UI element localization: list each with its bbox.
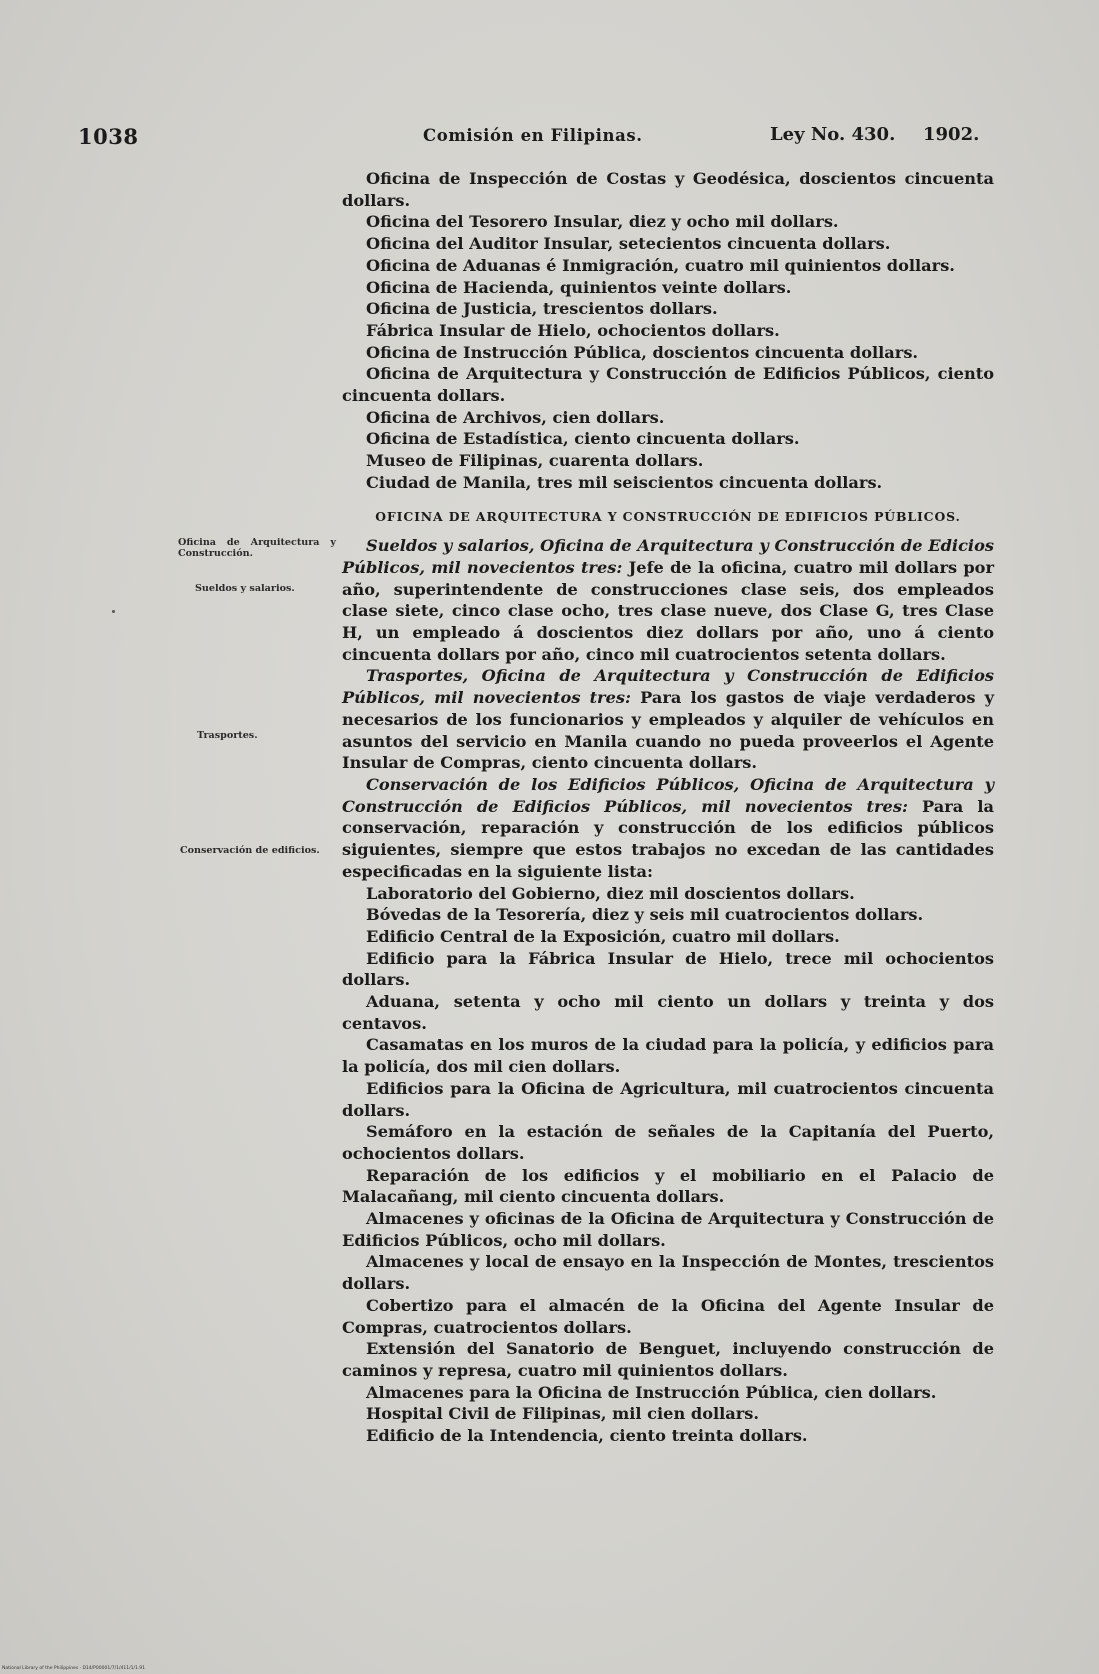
- scan-footer: National Library of the Philippines · D14/P00001/7/1/411/1/1.91: [2, 1666, 145, 1671]
- building-item: Aduana, setenta y ocho mil ciento un dollars y treinta y dos centavos.: [342, 992, 994, 1033]
- list-item: Ciudad de Manila, tres mil seiscientos cincuenta dollars.: [366, 472, 883, 492]
- building-item: Almacenes y local de ensayo en la Inspección de Montes, trescientos dollars.: [342, 1252, 994, 1294]
- building-item: Almacenes para la Oficina de Instrucción Pública, cien dollars.: [366, 1382, 937, 1402]
- conservacion-lead: Conservación de los Edificios Públicos, Oficina de Arquitectura y Construcción de Edificios Públicos, mil novecientos tres:: [342, 774, 994, 816]
- building-item: Reparación de los edificios y el mobiliario en el Palacio de Malacañang, mil ciento cincuenta dollars.: [342, 1165, 994, 1207]
- list-item: Oficina de Archivos, cien dollars.: [366, 407, 665, 427]
- conservacion-paragraph: [342, 774, 994, 883]
- list-item: Oficina del Tesorero Insular, diez y ocho mil dollars.: [366, 212, 839, 232]
- trasportes-text: Para los gastos de viaje verdaderos y necesarios de los funcionarios y empleados y alquiler de vehículos en asuntos del servicio en Manila cuando no pueda proveerlos el Agente Insular de Compras, ciento cincuenta dollars.: [342, 688, 994, 773]
- building-item: Laboratorio del Gobierno, diez mil doscientos dollars.: [366, 883, 855, 903]
- list-item: Oficina de Aduanas é Inmigración, cuatro mil quinientos dollars.: [366, 255, 955, 275]
- margin-note-trasportes: Trasportes.: [197, 730, 258, 741]
- list-item: Oficina de Instrucción Pública, doscientos cincuenta dollars.: [366, 342, 919, 362]
- year: 1902.: [923, 124, 980, 145]
- body-text: [342, 168, 994, 1447]
- list-item: Oficina de Inspección de Costas y Geodésica, doscientos cincuenta dollars.: [342, 169, 994, 210]
- trasportes-paragraph: [342, 665, 994, 774]
- margin-note-conservacion: Conservación de edificios.: [180, 845, 320, 856]
- margin-note-arquitectura: Oficina de Arquitectura y Construcción.: [178, 537, 336, 559]
- page-number: 1038: [78, 124, 139, 149]
- sueldos-lead: Sueldos y salarios, Oficina de Arquitectura y Construcción de Edicios Públicos, mil novecientos tres:: [342, 536, 994, 577]
- list-item: Oficina de Estadística, ciento cincuenta dollars.: [366, 429, 800, 449]
- building-item: Semáforo en la estación de señales de la Capitanía del Puerto, ochocientos dollars.: [342, 1122, 994, 1163]
- list-item: Oficina del Auditor Insular, setecientos cincuenta dollars.: [366, 234, 891, 254]
- building-item: Almacenes y oficinas de la Oficina de Arquitectura y Construcción de Edificios Públicos, ocho mil dollars.: [342, 1209, 994, 1250]
- conservacion-text: Para la conservación, reparación y construcción de los edificios públicos siguientes, siempre que estos trabajos no excedan de las cantidades especificadas en la siguiente lista:: [342, 796, 994, 881]
- trasportes-lead: Trasportes, Oficina de Arquitectura y Construcción de Edificios Públicos, mil novecientos tres:: [342, 666, 994, 708]
- building-item: Edificio de la Intendencia, ciento treinta dollars.: [366, 1426, 808, 1446]
- list-item: Oficina de Arquitectura y Construcción de Edificios Públicos, ciento cincuenta dollars.: [342, 364, 994, 406]
- list-item: Fábrica Insular de Hielo, ochocientos dollars.: [366, 320, 780, 340]
- list-item: Oficina de Hacienda, quinientos veinte dollars.: [366, 277, 792, 297]
- running-title: Comisión en Filipinas.: [423, 126, 643, 145]
- building-item: Extensión del Sanatorio de Benguet, incluyendo construcción de caminos y represa, cuatro mil quinientos dollars.: [342, 1339, 994, 1380]
- speck: [112, 610, 115, 613]
- law-number: Ley No. 430.: [770, 124, 896, 145]
- section-heading: OFICINA DE ARQUITECTURA Y CONSTRUCCIÓN DE EDIFICIOS PÚBLICOS.: [375, 508, 961, 524]
- sueldos-text: Jefe de la oficina, cuatro mil dollars por año, superintendente de construcciones clase seis, dos empleados clase siete, cinco clase ocho, tres clase nueve, dos Clase G, tres Clase H, un empleado á doscientos diez dollars por año, uno á ciento cincuenta dollars por año, cinco mil cuatrocientos setenta dollars.: [342, 557, 995, 664]
- building-item: Edificio para la Fábrica Insular de Hielo, trece mil ochocientos dollars.: [342, 948, 994, 990]
- building-item: Edificios para la Oficina de Agricultura, mil cuatrocientos cincuenta dollars.: [342, 1078, 994, 1120]
- list-item: Museo de Filipinas, cuarenta dollars.: [366, 451, 704, 471]
- margin-note-sueldos: Sueldos y salarios.: [195, 583, 295, 594]
- building-item: Edificio Central de la Exposición, cuatro mil dollars.: [366, 926, 840, 946]
- building-item: Hospital Civil de Filipinas, mil cien dollars.: [366, 1404, 760, 1424]
- page-header: [78, 124, 980, 152]
- building-item: Bóvedas de la Tesorería, diez y seis mil cuatrocientos dollars.: [366, 905, 924, 925]
- building-item: Casamatas en los muros de la ciudad para la policía, y edificios para la policía, dos mil cien dollars.: [342, 1035, 994, 1077]
- sueldos-paragraph: [342, 535, 994, 665]
- list-item: Oficina de Justicia, trescientos dollars.: [366, 299, 718, 319]
- building-item: Cobertizo para el almacén de la Oficina del Agente Insular de Compras, cuatrocientos dollars.: [342, 1295, 994, 1337]
